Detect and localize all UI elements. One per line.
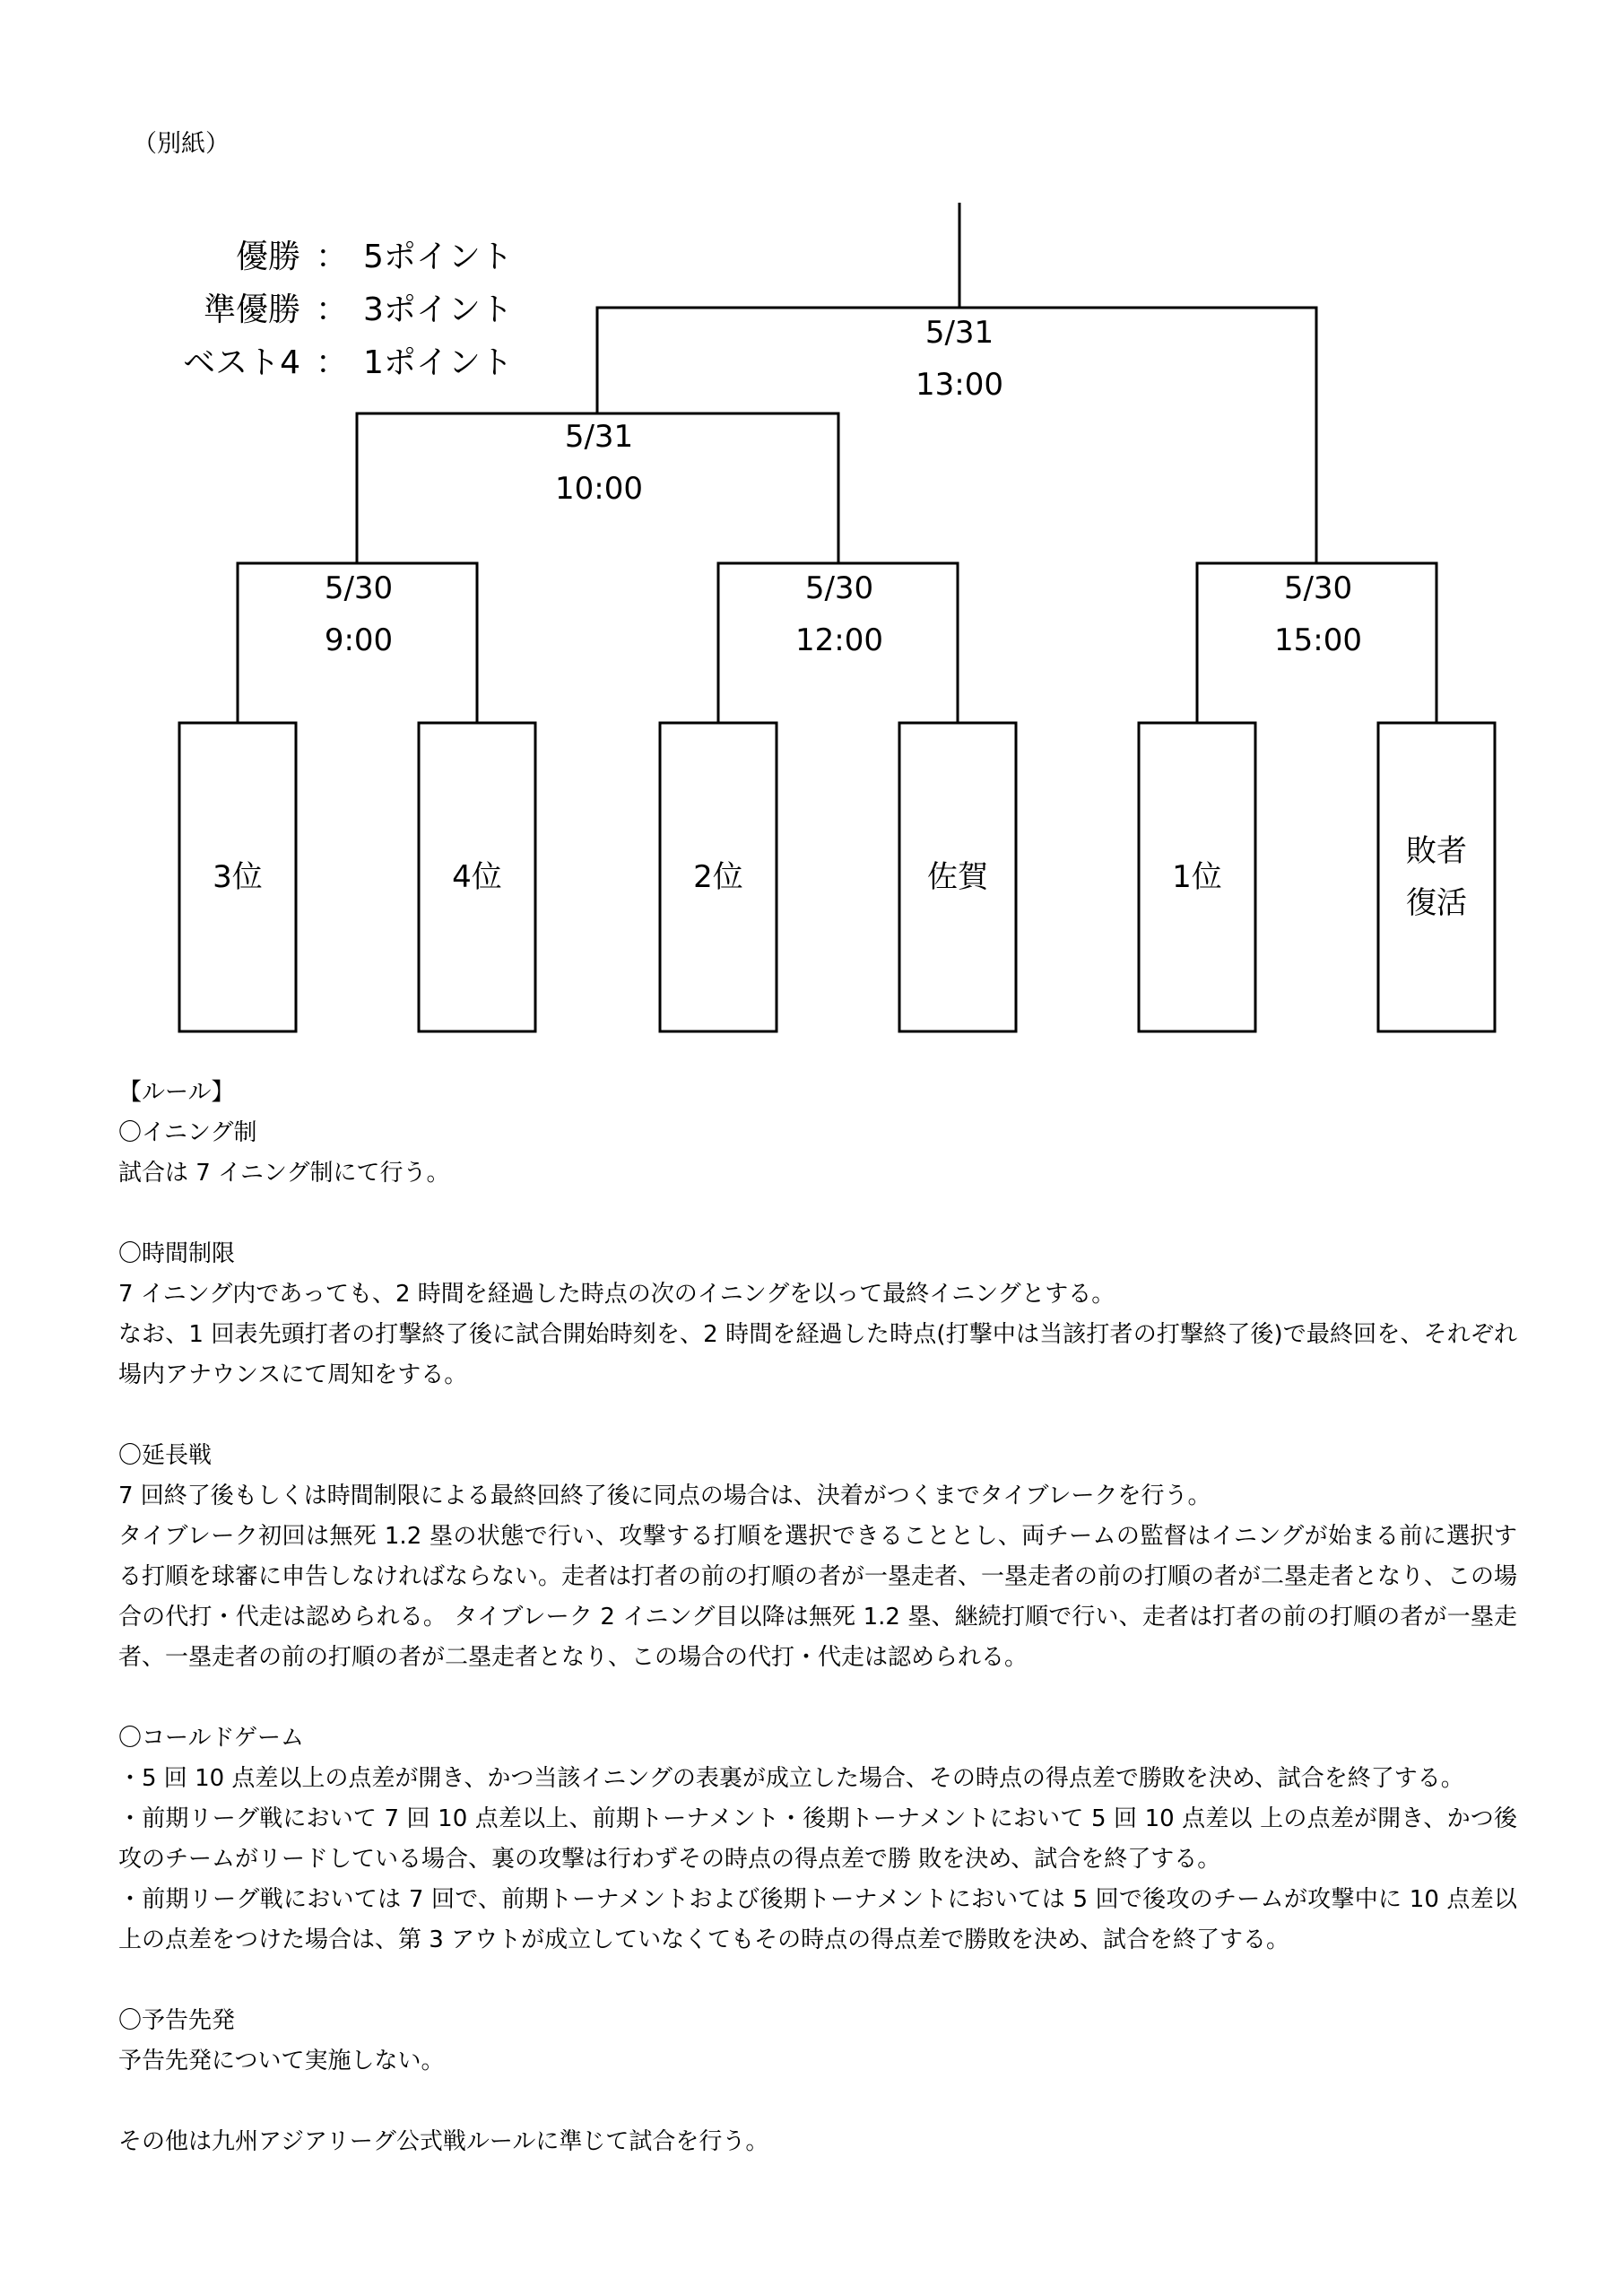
rule-text: ・5 回 10 点差以上の点差が開き、かつ当該イニングの表裏が成立した場合、その時点の得点差で勝敗を決め、試合を終了する。 bbox=[118, 1765, 1464, 1792]
match-time: 12:00 bbox=[795, 622, 883, 658]
rule-text-other: その他は九州アジアリーグ公式戦ルールに準じて試合を行う。 bbox=[118, 2128, 769, 2155]
points-value: 5ポイント bbox=[363, 239, 513, 275]
match-date: 5/30 bbox=[324, 570, 394, 606]
rule-text: ・前期リーグ戦においては 7 回で、前期トーナメントおよび後期トーナメントにおいては 5 回で後攻のチームが攻撃中に 10 点差以上の点差をつけた場合は、第 3 アウトが成立していなくてもその時点の得点差で勝敗を決め、試合を終了する。 bbox=[118, 1886, 1517, 1953]
team-label-2nd: 2位 bbox=[693, 859, 743, 895]
team-label-repechage: 敗者 復活 bbox=[1406, 833, 1467, 921]
match-time: 9:00 bbox=[324, 622, 394, 658]
rule-text: タイブレーク初回は無死 1.2 塁の状態で行い、攻撃する打順を選択できることとし、両チームの監督はイニングが始まる前に選択する打順を球審に申告しなければならない。走者は打者の前の打順の者が一塁走者、一塁走者の前の打順の者が二塁走者となり、この場合の代打・代走は認められる。 タイブレーク 2 イニング目以降は無死 1.2 塁、継続打順で行い、走者は打者の前の打順の者が一塁走者、一塁走者の前の打順の者が二塁走者となり、この場合の代打・代走は認められる。 bbox=[118, 1523, 1518, 1671]
match-round1-game2 bbox=[723, 562, 956, 666]
rule-text: 予告先発について実施しない。 bbox=[118, 2048, 445, 2074]
rule-heading-extra-innings: 〇延長戦 bbox=[118, 1442, 213, 1469]
team-label-saga: 佐賀 bbox=[927, 859, 988, 895]
rule-text: なお、1 回表先頭打者の打撃終了後に試合開始時刻を、2 時間を経過した時点(打撃中は当該打者の打撃終了後)で最終回を、それぞれ場内アナウンスにて周知をする。 bbox=[118, 1321, 1517, 1388]
points-colon: ： bbox=[315, 239, 348, 275]
rule-heading-probable-pitcher: 〇予告先発 bbox=[118, 2007, 236, 2034]
rule-text: 7 回終了後もしくは時間制限による最終回終了後に同点の場合は、決着がつくまでタイブレークを行う。 bbox=[118, 1483, 1211, 1509]
document-note: （別紙） bbox=[133, 130, 230, 158]
match-semifinal bbox=[482, 411, 716, 515]
rule-text: ・前期リーグ戦において 7 回 10 点差以上、前期トーナメント・後期トーナメントにおいて 5 回 10 点差以 上の点差が開き、かつ後攻のチームがリードしている場合、裏の攻撃は行わずその時点の得点差で勝 敗を決め、試合を終了する。 bbox=[118, 1805, 1517, 1873]
match-round1-game1 bbox=[242, 562, 475, 666]
match-time: 10:00 bbox=[555, 471, 643, 507]
match-date: 5/30 bbox=[1283, 570, 1353, 606]
points-label: 準優勝 bbox=[203, 291, 300, 328]
match-round1-game3 bbox=[1202, 562, 1435, 666]
team-label-1st: 1位 bbox=[1172, 859, 1222, 895]
points-colon: ： bbox=[315, 344, 348, 381]
rule-heading-called-game: 〇コールドゲーム bbox=[118, 1725, 304, 1752]
rule-text: 試合は 7 イニング制にて行う。 bbox=[118, 1160, 450, 1187]
points-colon: ： bbox=[315, 291, 348, 328]
match-date: 5/30 bbox=[804, 570, 874, 606]
rules-section bbox=[118, 1073, 1517, 2162]
match-date: 5/31 bbox=[924, 315, 994, 351]
match-final bbox=[843, 307, 1076, 411]
points-label: 優勝 bbox=[235, 239, 300, 275]
rules-title: 【ルール】 bbox=[118, 1079, 235, 1106]
rule-heading-time-limit: 〇時間制限 bbox=[118, 1240, 236, 1267]
match-time: 15:00 bbox=[1274, 622, 1362, 658]
team-label-4th: 4位 bbox=[452, 859, 502, 895]
rule-text: 7 イニング内であっても、2 時間を経過した時点の次のイニングを以って最終イニングとする。 bbox=[118, 1281, 1115, 1308]
points-value: 1ポイント bbox=[363, 344, 513, 381]
points-value: 3ポイント bbox=[363, 291, 513, 328]
match-date: 5/31 bbox=[564, 419, 634, 455]
points-label: ベスト4 bbox=[183, 344, 300, 381]
rule-heading-inning: 〇イニング制 bbox=[118, 1119, 257, 1146]
team-label-3rd: 3位 bbox=[213, 859, 263, 895]
match-time: 13:00 bbox=[916, 367, 1003, 403]
